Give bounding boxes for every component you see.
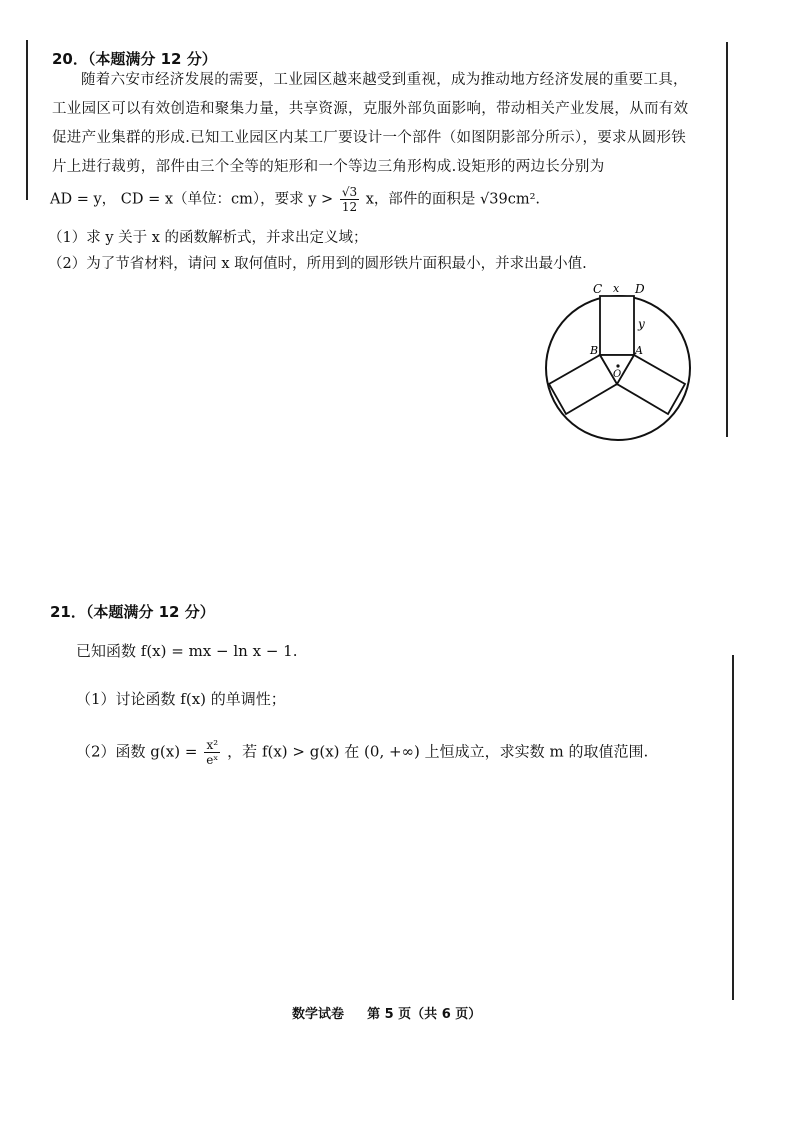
q21-part2 (76, 738, 648, 767)
label-C: C (593, 282, 603, 296)
q20-frac-num: √3 (341, 185, 358, 199)
label-O: O (613, 369, 622, 380)
q20-area: √39cm² (480, 191, 536, 208)
footer-page: 第 5 页（共 6 页） (367, 1007, 482, 1022)
label-D: D (635, 282, 645, 296)
label-A: A (635, 344, 643, 357)
q21-part2-suffix: ，若 f(x) > g(x) 在 (0, +∞) 上恒成立，求实数 m 的取值范围. (227, 742, 649, 761)
q20-figure (538, 278, 698, 448)
q21-part1: （1）讨论函数 f(x) 的单调性； (76, 690, 286, 708)
q20-intro: 随着六安市经济发展的需要，工业园区越来越受到重视，成为推动地方经济发展的重要工具，工业园区可以有效创造和聚集力量，共享资源，克服外部负面影响，带动相关产业发展，从而有效促进产业集群的形成.已知工业园区内某工厂要设计一个部件（如图阴影部分所示），要求从圆形铁片上进行裁剪，部件由三个全等的矩形和一个等边三角形构成.设矩形的两边长分别为 (52, 72, 689, 175)
q21-given: 已知函数 f(x) = mx − ln x − 1. (76, 642, 298, 660)
q20-cond-end: . (535, 191, 540, 208)
q21-g-num: x² (204, 738, 220, 753)
right-margin-line (726, 42, 728, 437)
q21-g-den: eˣ (206, 753, 219, 767)
q21-part2-prefix: （2）函数 g(x) = (76, 742, 198, 761)
q20-condition (50, 185, 540, 214)
label-B: B (590, 344, 599, 357)
q21-heading: 21．（本题满分 12 分） (50, 603, 215, 621)
q21-g-fraction (204, 738, 220, 767)
q20-cond-prefix: AD = y， CD = x（单位：cm），要求 y > (50, 191, 334, 208)
left-margin-line (26, 40, 28, 200)
q20-cond-mid: x，部件的面积是 (365, 191, 476, 208)
q20-part1: （1）求 y 关于 x 的函数解析式，并求出定义域； (48, 230, 368, 246)
q20-part2: （2）为了节省材料，请问 x 取何值时，所用到的圆形铁片面积最小，并求出最小值. (48, 256, 587, 272)
figure-rect-top (600, 296, 634, 355)
right-margin-line-lower (732, 655, 734, 1000)
label-x: x (613, 282, 620, 295)
figure-center-point (616, 364, 619, 367)
q20-frac-den: 12 (341, 200, 358, 214)
footer-subject: 数学试卷 (292, 1007, 345, 1022)
label-y: y (638, 317, 645, 331)
q20-heading: 20．（本题满分 12 分） (52, 50, 217, 68)
page-footer (292, 1003, 481, 1022)
q20-fraction (340, 185, 359, 214)
